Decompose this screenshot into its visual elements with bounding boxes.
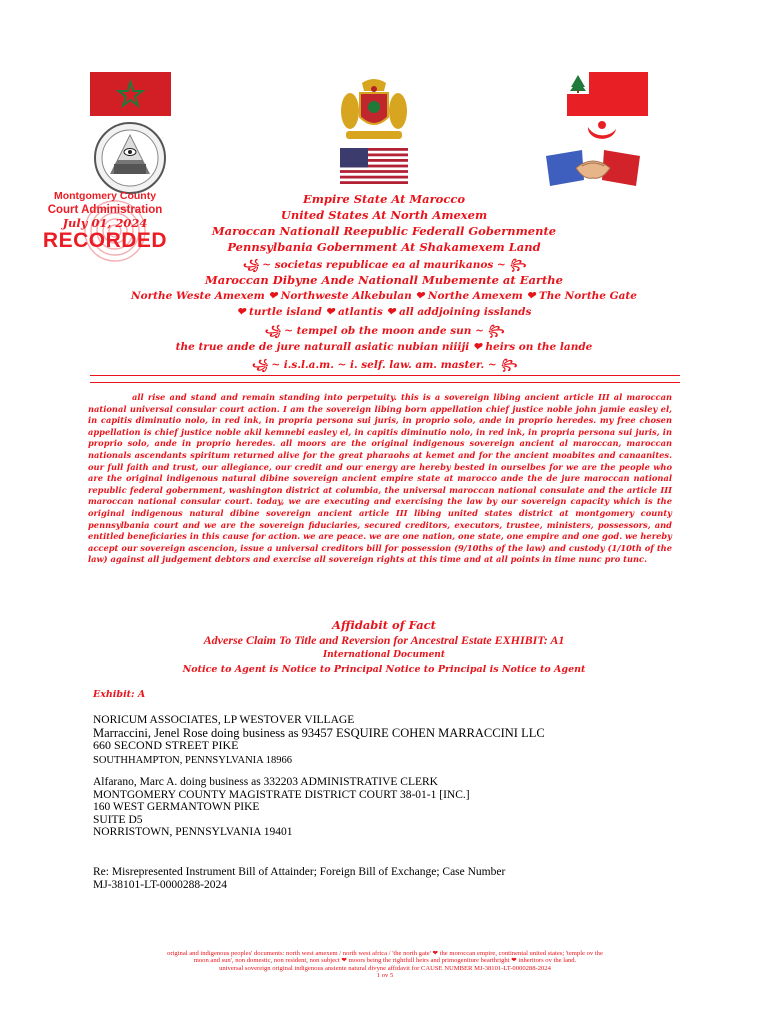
footer-line-1: original and indigenous peoples' documents: north west amexem / north west africa / 'the north gate' ❤ the moroccan empire, continental united states; 'temple ov the bbox=[167, 950, 603, 957]
address2-line-3: 160 WEST GERMANTOWN PIKE bbox=[93, 801, 260, 814]
crescent-icon bbox=[582, 119, 622, 151]
footer-line-2: moon and sun', non domestic, non resident, non subject ❤ moors being the rightfull heirs and primogeniture bearthright ❤ inheritors ov the land. bbox=[193, 957, 577, 965]
address2-line-5: NORRISTOWN, PENNSYLVANIA 19401 bbox=[93, 826, 293, 839]
coat-of-arms-icon bbox=[338, 77, 410, 145]
ornament-icon: ꧁ bbox=[242, 259, 259, 271]
ornament-icon: ꧁ bbox=[251, 359, 268, 371]
stamp-recorded: RECORDED bbox=[42, 229, 168, 252]
ornament-icon: ꧂ bbox=[487, 325, 504, 337]
re-line-1: Re: Misrepresented Instrument Bill of Attainder; Foreign Bill of Exchange; Case Number bbox=[93, 866, 506, 878]
address1-line-3: 660 SECOND STREET PIKE bbox=[93, 738, 239, 753]
affidavit-title: Affidabit of Fact bbox=[332, 618, 436, 632]
header-line-3: Maroccan Nationall Reepublic Federall Gobernmente bbox=[211, 224, 557, 238]
address1-line-2: Marraccini, Jenel Rose doing business as 93457 ESQUIRE COHEN MARRACCINI LLC bbox=[93, 725, 545, 740]
header-line-7: Northe Weste Amexem ❤ Northweste Alkebulan ❤ Northe Amexem ❤ The Northe Gate bbox=[131, 290, 637, 302]
header-line-9-text: ~ tempel ob the moon ande sun ~ bbox=[284, 325, 484, 337]
header-rule-bottom bbox=[90, 382, 680, 383]
all-seeing-eye-seal-icon bbox=[94, 122, 166, 194]
document-type: International Document bbox=[322, 650, 446, 660]
ornament-icon: ꧂ bbox=[509, 259, 526, 271]
header-line-4: Pennsylbania Gobernment At Shakamexem Land bbox=[227, 240, 541, 254]
header-line-11-text: ~ i.s.l.a.m. ~ i. self. law. am. master. ~ bbox=[271, 359, 497, 371]
header-line-1: Empire State At Marocco bbox=[302, 192, 466, 206]
footer-line-3: universal sovereign original indigenous ansiente natural divyne affidavit for CAUSE NUMBER MJ-38101-LT-0000288-2024 bbox=[219, 964, 551, 972]
address-block-1 bbox=[93, 714, 545, 767]
stamp-date: July 01, 2024 bbox=[62, 216, 148, 230]
exhibit-label: Exhibit: A bbox=[93, 689, 146, 700]
header-line-8: ❤ turtle island ❤ atlantis ❤ all addjoining isslands bbox=[236, 306, 532, 318]
header-line-2: United States At North Amexem bbox=[280, 208, 488, 222]
morocco-flag-icon bbox=[90, 72, 171, 116]
address2-line-2: MONTGOMERY COUNTY MAGISTRATE DISTRICT COURT 38-01-1 [INC.] bbox=[93, 788, 470, 801]
sovereign-declaration-paragraph: all rise and stand and remain standing into perpetuity. this is a sovereign libing ancient article III al maroccan national universal consular court action. I am the sovereign libing born appellation chief justice noble john jamie easley el, in capitis diminutio nolo, in red ink, in propria persona sui juris, in proprio solo, ande in proprio heredes. my free chosen appellation is chief justice noble akil kemnebi easley el, in capitis diminutio nolo, in red ink, in propria persona sui juris, in proprio solo, ande in proprio heredes. all moors are the original indigenous sovereign ancient al maroccan, maroccan nationals ascendants spiritum returned alive for the great pharaohs at kemet and for the ancient moabites and canaanites. our full faith and trust, our allegiance, our credit and our energy are hereby bested in ourselbes for we are the people who are the original indigenous natural dibine sovereign ancient empire state at marocco ande the de jure maroccan national republic federal gobernment, washington district at columbia, the universal maroccan national consulate and the article III maroccan national consular court. today, we are executing and exercising the law by our sovereign capacity which is the original indigenous natural dibine sovereign ancient article III libing united states district at montgomery county pennsylbania court and we are the sovereign fiduciaries, secured creditors, executors, trustee, ministers, possessors, and entitled beneficiaries in this cause for action. we are peace. we are one nation, one state, one empire and one god. we hereby accept our sovereign ascencion, issue a universal creditors bill for possession (9/10ths of the law) and custody (1/10th of the law) against all judgement debtors and exercise all sovereign rights at this time and at all points in time nunc pro tunc. bbox=[88, 392, 672, 565]
header-rule-top bbox=[90, 375, 680, 376]
ornament-icon: ꧂ bbox=[500, 359, 517, 371]
page-footer bbox=[90, 950, 680, 980]
notice-line: Notice to Agent is Notice to Principal Notice to Principal is Notice to Agent bbox=[182, 664, 586, 675]
address1-line-4: SOUTHHAMPTON, PENNSYLVANIA 18966 bbox=[93, 754, 293, 766]
header-line-6: Maroccan Dibyne Ande Nationall Mubemente at Earthe bbox=[205, 273, 563, 287]
stamp-county: Montgomery County bbox=[53, 190, 157, 202]
us-flag-icon bbox=[340, 148, 408, 184]
address1-line-1: NORICUM ASSOCIATES, LP WESTOVER VILLAGE bbox=[93, 714, 355, 726]
header-line-10: the true ande de jure naturall asiatic nubian niiiji ❤ heirs on the lande bbox=[175, 341, 593, 353]
re-block bbox=[93, 866, 505, 891]
address2-line-4: SUITE D5 bbox=[93, 813, 143, 826]
handshake-icon bbox=[546, 150, 640, 188]
address-block-2 bbox=[93, 776, 470, 839]
affidavit-subtitle: Adverse Claim To Title and Reversion for Ancestral Estate EXHIBIT: A1 bbox=[203, 633, 565, 647]
cedar-flag-icon bbox=[567, 72, 648, 116]
page-number: 1 ov 5 bbox=[376, 972, 394, 980]
address2-line-1: Alfarano, Marc A. doing business as 332203 ADMINISTRATIVE CLERK bbox=[93, 776, 438, 788]
ornament-icon: ꧁ bbox=[264, 325, 281, 337]
re-case-number: MJ-38101-LT-0000288-2024 bbox=[93, 878, 227, 891]
stamp-court-admin: Court Administration bbox=[47, 204, 163, 216]
header-line-5-text: ~ societas republicae ea al maurikanos ~ bbox=[262, 259, 506, 271]
